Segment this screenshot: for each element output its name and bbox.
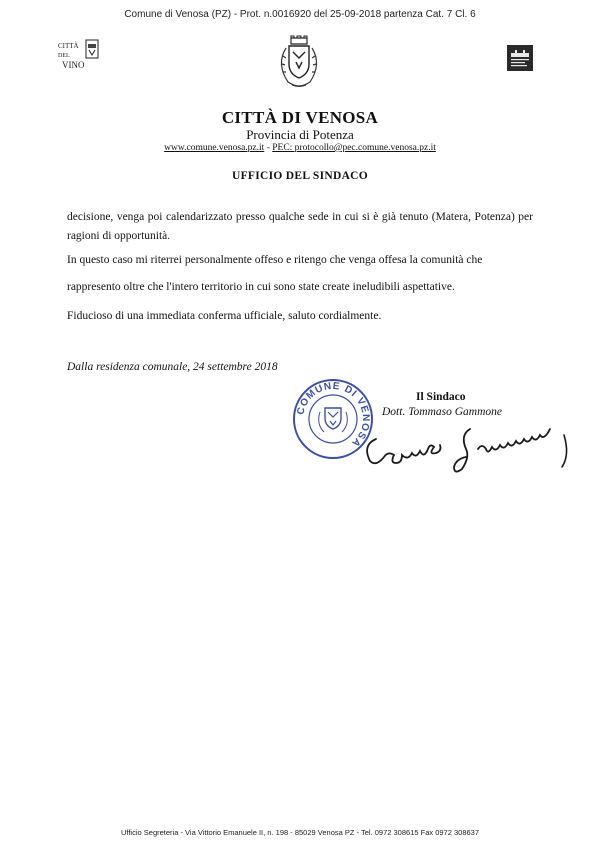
city-title: CITTÀ DI VENOSA bbox=[221, 108, 379, 127]
venosa-coat-of-arms bbox=[270, 34, 328, 90]
mayor-title: Il Sindaco bbox=[416, 391, 466, 403]
pec-email-link[interactable]: PEC: protocollo@pec.comune.venosa.pz.it bbox=[272, 143, 436, 153]
office-heading: UFFICIO DEL SINDACO bbox=[231, 170, 369, 182]
body-paragraph-1: decisione, venga poi calendarizzato presso qualche sede in cui si è già tenuto (Matera, Potenza) per ragioni di opportunità. bbox=[67, 211, 533, 242]
body-paragraph-3: rappresento oltre che l'intero territorio in cui sono state create ineludibili aspettative. bbox=[67, 281, 455, 293]
svg-text:COMUNE DI VENOSA: COMUNE DI VENOSA bbox=[295, 380, 372, 450]
footer-contact-info: Ufficio Segreteria - Via Vittorio Emanuele II, n. 198 - 85029 Venosa PZ - Tel. 0972 308615 Fax 0972 308637 bbox=[120, 828, 479, 837]
body-paragraph-4: Fiducioso di una immediata conferma ufficiale, saluto cordialmente. bbox=[67, 310, 382, 322]
borghi-piu-belli-logo bbox=[507, 45, 533, 71]
svg-text:CITTÀ: CITTÀ bbox=[58, 42, 79, 50]
citta-del-vino-logo bbox=[56, 36, 104, 76]
link-separator: - bbox=[264, 143, 273, 153]
province-line: Provincia di Potenza bbox=[246, 127, 354, 142]
body-paragraph-2: In questo caso mi riterrei personalmente offeso e ritengo che venga offesa la comunità che bbox=[67, 254, 483, 266]
date-line: Dalla residenza comunale, 24 settembre 2018 bbox=[67, 361, 278, 373]
website-link[interactable]: www.comune.venosa.pz.it bbox=[164, 143, 265, 153]
handwritten-signature bbox=[358, 425, 578, 475]
protocol-stamp-line: Comune di Venosa (PZ) - Prot. n.0016920 del 25-09-2018 partenza Cat. 7 Cl. 6 bbox=[124, 9, 476, 20]
svg-text:DEL: DEL bbox=[58, 53, 70, 59]
mayor-name: Dott. Tommaso Gammone bbox=[382, 406, 503, 418]
svg-text:VINO: VINO bbox=[62, 60, 85, 70]
contact-links bbox=[0, 143, 600, 153]
